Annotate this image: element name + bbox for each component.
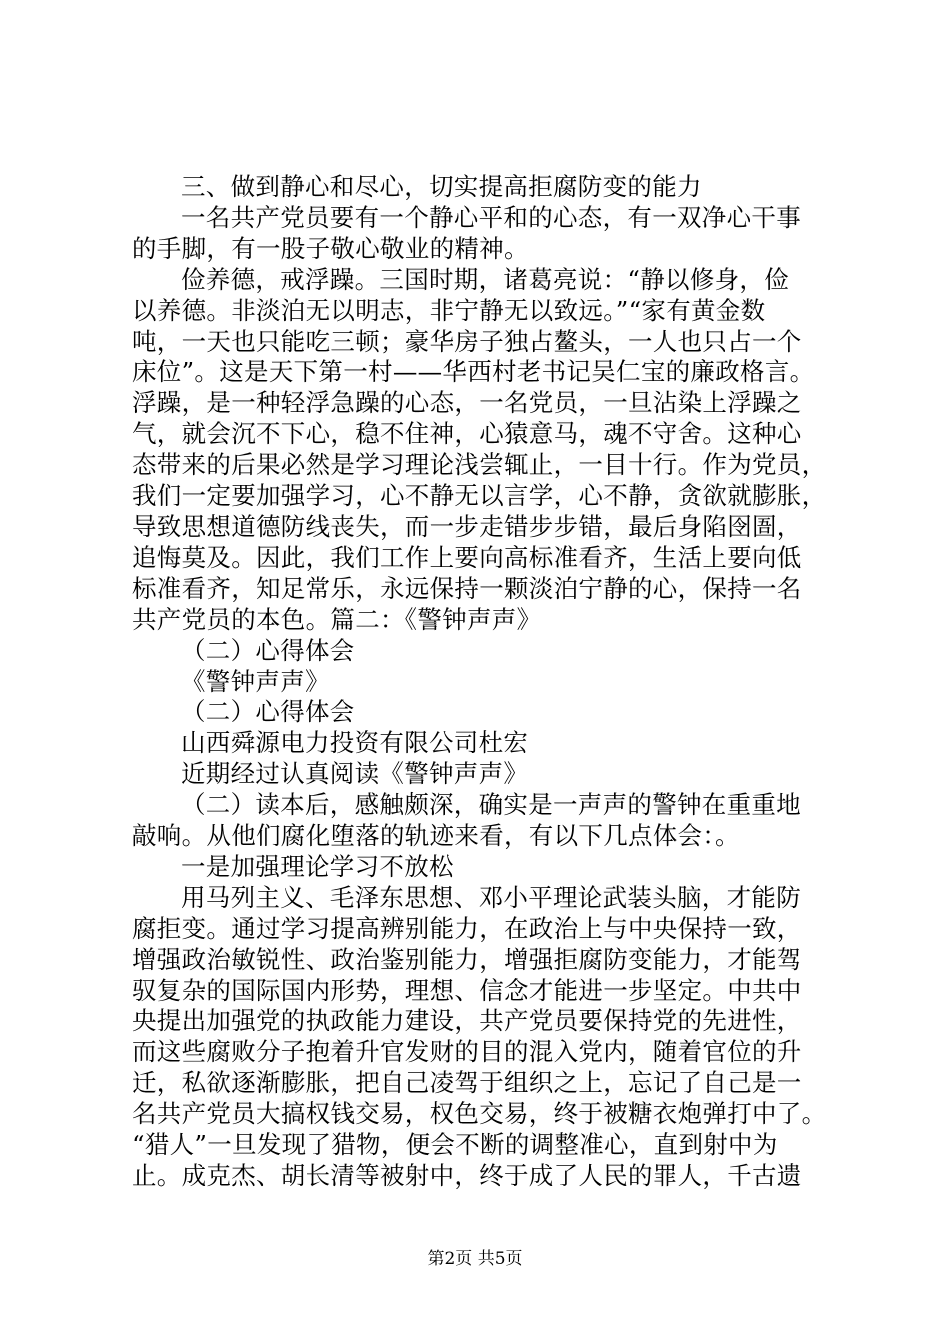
paragraph-line: 止。成克杰、胡长清等被射中，终于成了人民的罪人，千古遗 <box>132 1161 802 1190</box>
paragraph-line: 名共产党员大搞权钱交易，权色交易，终于被糖衣炮弹打中了。 <box>132 1099 827 1129</box>
paragraph-line: 吨，一天也只能吃三顿；豪华房子独占鳌头，一人也只占一个 <box>132 326 802 356</box>
paragraph-line: 腐拒变。通过学习提高辨别能力，在政治上与中央保持一致， <box>132 913 802 943</box>
paragraph-line: 近期经过认真阅读《警钟声声》 <box>181 759 529 789</box>
paragraph-line: 敲响。从他们腐化堕落的轨迹来看，有以下几点体会：。 <box>132 821 740 851</box>
subheading: 《警钟声声》 <box>181 666 330 696</box>
paragraph-line: 气，就会沉不下心，稳不住神，心猿意马，魂不守舍。这种心 <box>132 419 802 449</box>
paragraph-line: 央提出加强党的执政能力建设，共产党员要保持党的先进性， <box>132 1006 802 1036</box>
subheading: （二）心得体会 <box>181 635 355 665</box>
section-heading: 三、做到静心和尽心，切实提高拒腐防变的能力 <box>181 172 702 201</box>
paragraph-line: 态带来的后果必然是学习理论浅尝辄止，一目十行。作为党员， <box>132 450 827 480</box>
paragraph-line: 追悔莫及。因此，我们工作上要向高标准看齐，生活上要向低 <box>132 542 802 572</box>
paragraph-line: 床位”。这是天下第一村——华西村老书记吴仁宝的廉政格言。 <box>132 357 815 387</box>
subheading: 一是加强理论学习不放松 <box>181 851 454 881</box>
author-line: 山西舜源电力投资有限公司杜宏 <box>181 728 529 758</box>
paragraph-line: 增强政治敏锐性、政治鉴别能力，增强拒腐防变能力，才能驾 <box>132 944 802 974</box>
paragraph-line: 标准看齐，知足常乐，永远保持一颗淡泊宁静的心，保持一名 <box>132 573 802 603</box>
paragraph-line: 我们一定要加强学习，心不静无以言学，心不静，贪欲就膨胀， <box>132 481 827 511</box>
subheading: （二）心得体会 <box>181 697 355 727</box>
paragraph-line: 导致思想道德防线丧失，而一步走错步步错，最后身陷囹圄， <box>132 511 802 541</box>
paragraph-line: 浮躁，是一种轻浮急躁的心态，一名党员，一旦沾染上浮躁之 <box>132 388 802 418</box>
paragraph-line: 的手脚，有一股子敬心敬业的精神。 <box>132 233 529 263</box>
paragraph-line: 迁，私欲逐渐膨胀，把自己凌驾于组织之上，忘记了自己是一 <box>132 1068 802 1098</box>
body-text <box>132 172 832 1192</box>
paragraph-line: 而这些腐败分子抱着升官发财的目的混入党内，随着官位的升 <box>132 1037 802 1067</box>
paragraph-line: 驭复杂的国际国内形势，理想、信念才能进一步坚定。中共中 <box>132 975 802 1005</box>
paragraph-line: （二）读本后，感触颇深，确实是一声声的警钟在重重地 <box>181 790 801 820</box>
paragraph-line: 用马列主义、毛泽东思想、邓小平理论武装头脑，才能防 <box>181 882 801 912</box>
paragraph-line: “猎人”一旦发现了猎物，便会不断的调整准心，直到射中为 <box>132 1130 778 1160</box>
paragraph-line: 一名共产党员要有一个静心平和的心态，有一双净心干事 <box>181 202 801 232</box>
paragraph-line: 以养德。非淡泊无以明志，非宁静无以致远。”“家有黄金数 <box>132 295 766 325</box>
page-footer: 第2页 共5页 <box>427 1249 523 1269</box>
paragraph-line: 共产党员的本色。篇二：《警钟声声》 <box>132 604 542 634</box>
paragraph-line: 俭养德，戒浮躁。三国时期，诸葛亮说：“静以修身，俭 <box>181 264 790 294</box>
